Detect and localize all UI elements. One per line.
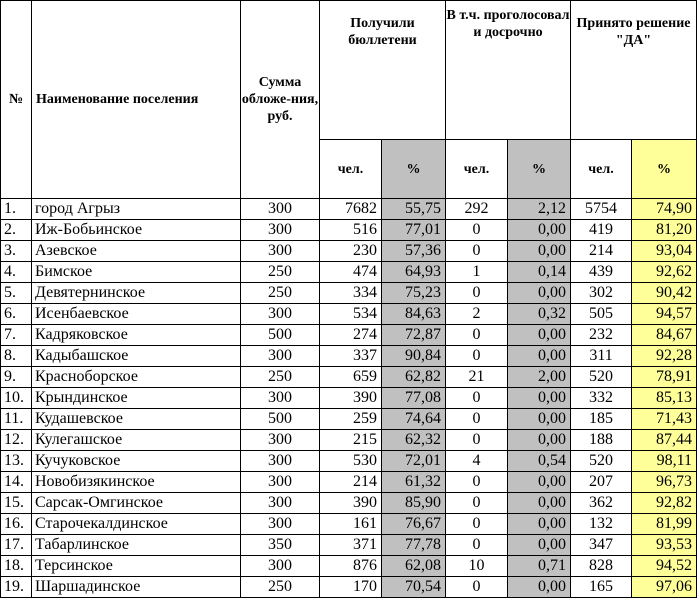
received-percent: 90,84 — [382, 346, 446, 367]
early-people: 0 — [446, 430, 508, 451]
settlement-name: Кучуковское — [32, 451, 241, 472]
tax-sum: 300 — [241, 493, 320, 514]
yes-people: 439 — [571, 262, 632, 283]
yes-people: 165 — [571, 577, 632, 598]
table-row — [1, 220, 697, 241]
received-percent: 70,54 — [382, 577, 446, 598]
row-number: 1. — [1, 199, 32, 220]
received-percent: 72,87 — [382, 325, 446, 346]
settlement-name: Шаршадинское — [32, 577, 241, 598]
table-row — [1, 577, 697, 598]
row-number: 16. — [1, 514, 32, 535]
early-people: 0 — [446, 409, 508, 430]
yes-percent: 93,53 — [632, 535, 697, 556]
yes-percent: 78,91 — [632, 367, 697, 388]
settlement-name: Сарсак-Омгинское — [32, 493, 241, 514]
received-percent: 85,90 — [382, 493, 446, 514]
row-number: 18. — [1, 556, 32, 577]
tax-sum: 300 — [241, 430, 320, 451]
received-people: 474 — [320, 262, 382, 283]
received-people: 274 — [320, 325, 382, 346]
received-people: 516 — [320, 220, 382, 241]
yes-percent: 98,11 — [632, 451, 697, 472]
received-percent: 62,32 — [382, 430, 446, 451]
yes-percent: 84,67 — [632, 325, 697, 346]
row-number: 19. — [1, 577, 32, 598]
settlement-name: Исенбаевское — [32, 304, 241, 325]
table-row — [1, 241, 697, 262]
early-percent: 0,00 — [508, 430, 571, 451]
settlement-name: Кадряковское — [32, 325, 241, 346]
early-percent: 0,00 — [508, 388, 571, 409]
received-percent: 76,67 — [382, 514, 446, 535]
tax-sum: 300 — [241, 472, 320, 493]
received-people: 259 — [320, 409, 382, 430]
yes-people: 419 — [571, 220, 632, 241]
header-received-ballots: Получили бюллетени — [320, 1, 446, 140]
early-percent: 0,71 — [508, 556, 571, 577]
early-people: 1 — [446, 262, 508, 283]
row-number: 7. — [1, 325, 32, 346]
early-percent: 0,14 — [508, 262, 571, 283]
received-people: 371 — [320, 535, 382, 556]
early-percent: 0,00 — [508, 220, 571, 241]
early-percent: 0,00 — [508, 472, 571, 493]
yes-people: 332 — [571, 388, 632, 409]
early-percent: 0,00 — [508, 346, 571, 367]
row-number: 15. — [1, 493, 32, 514]
row-number: 13. — [1, 451, 32, 472]
yes-percent: 97,06 — [632, 577, 697, 598]
received-people: 334 — [320, 283, 382, 304]
table-row — [1, 535, 697, 556]
early-people: 0 — [446, 577, 508, 598]
header-number: № — [1, 1, 32, 199]
received-people: 170 — [320, 577, 382, 598]
settlement-name: Кадыбашское — [32, 346, 241, 367]
settlement-name: Иж-Бобьинское — [32, 220, 241, 241]
settlement-name: Терсинское — [32, 556, 241, 577]
yes-percent: 94,52 — [632, 556, 697, 577]
received-percent: 72,01 — [382, 451, 446, 472]
received-percent: 55,75 — [382, 199, 446, 220]
settlement-name: Девятернинское — [32, 283, 241, 304]
yes-people: 5754 — [571, 199, 632, 220]
header-yes-people: чел. — [571, 140, 632, 199]
tax-sum: 250 — [241, 577, 320, 598]
early-people: 0 — [446, 493, 508, 514]
yes-percent: 81,99 — [632, 514, 697, 535]
yes-people: 185 — [571, 409, 632, 430]
early-people: 0 — [446, 346, 508, 367]
table-row — [1, 472, 697, 493]
row-number: 2. — [1, 220, 32, 241]
yes-people: 520 — [571, 451, 632, 472]
settlement-name: город Агрыз — [32, 199, 241, 220]
yes-percent: 92,82 — [632, 493, 697, 514]
settlement-name: Кулегашское — [32, 430, 241, 451]
received-people: 230 — [320, 241, 382, 262]
yes-people: 828 — [571, 556, 632, 577]
received-people: 530 — [320, 451, 382, 472]
early-percent: 0,32 — [508, 304, 571, 325]
early-percent: 2,00 — [508, 367, 571, 388]
tax-sum: 350 — [241, 535, 320, 556]
early-people: 0 — [446, 388, 508, 409]
early-percent: 0,00 — [508, 535, 571, 556]
received-people: 7682 — [320, 199, 382, 220]
tax-sum: 250 — [241, 283, 320, 304]
early-people: 0 — [446, 220, 508, 241]
tax-sum: 300 — [241, 556, 320, 577]
early-people: 0 — [446, 241, 508, 262]
yes-people: 362 — [571, 493, 632, 514]
tax-sum: 300 — [241, 241, 320, 262]
yes-percent: 92,62 — [632, 262, 697, 283]
yes-percent: 85,13 — [632, 388, 697, 409]
received-people: 390 — [320, 493, 382, 514]
header-settlement-name: Наименование поселения — [32, 1, 241, 199]
early-people: 21 — [446, 367, 508, 388]
table-row — [1, 451, 697, 472]
yes-percent: 94,57 — [632, 304, 697, 325]
yes-percent: 92,28 — [632, 346, 697, 367]
row-number: 14. — [1, 472, 32, 493]
tax-sum: 500 — [241, 409, 320, 430]
received-people: 337 — [320, 346, 382, 367]
header-received-percent: % — [382, 140, 446, 199]
early-percent: 0,00 — [508, 325, 571, 346]
received-percent: 57,36 — [382, 241, 446, 262]
yes-percent: 90,42 — [632, 283, 697, 304]
table-row — [1, 409, 697, 430]
table-row — [1, 262, 697, 283]
tax-sum: 250 — [241, 262, 320, 283]
early-people: 0 — [446, 472, 508, 493]
header-decision-yes: Принято решение "ДА" — [571, 1, 697, 140]
header-received-people: чел. — [320, 140, 382, 199]
settlement-name: Бимское — [32, 262, 241, 283]
received-people: 161 — [320, 514, 382, 535]
row-number: 9. — [1, 367, 32, 388]
early-people: 0 — [446, 283, 508, 304]
yes-percent: 74,90 — [632, 199, 697, 220]
received-percent: 74,64 — [382, 409, 446, 430]
table-row — [1, 556, 697, 577]
received-people: 390 — [320, 388, 382, 409]
row-number: 10. — [1, 388, 32, 409]
table-row — [1, 325, 697, 346]
row-number: 3. — [1, 241, 32, 262]
received-people: 534 — [320, 304, 382, 325]
tax-sum: 250 — [241, 367, 320, 388]
settlement-name: Азевское — [32, 241, 241, 262]
received-percent: 77,01 — [382, 220, 446, 241]
header-early-voted: В т.ч. проголосовал и досрочно — [446, 1, 571, 140]
row-number: 11. — [1, 409, 32, 430]
yes-people: 520 — [571, 367, 632, 388]
received-percent: 62,08 — [382, 556, 446, 577]
early-percent: 0,00 — [508, 514, 571, 535]
yes-people: 232 — [571, 325, 632, 346]
table-row — [1, 493, 697, 514]
yes-percent: 87,44 — [632, 430, 697, 451]
yes-percent: 81,20 — [632, 220, 697, 241]
tax-sum: 300 — [241, 220, 320, 241]
tax-sum: 300 — [241, 388, 320, 409]
row-number: 17. — [1, 535, 32, 556]
early-people: 4 — [446, 451, 508, 472]
yes-people: 188 — [571, 430, 632, 451]
row-number: 6. — [1, 304, 32, 325]
table-row — [1, 388, 697, 409]
yes-people: 347 — [571, 535, 632, 556]
table-row — [1, 304, 697, 325]
tax-sum: 300 — [241, 451, 320, 472]
early-percent: 0,54 — [508, 451, 571, 472]
yes-percent: 93,04 — [632, 241, 697, 262]
yes-people: 132 — [571, 514, 632, 535]
early-percent: 0,00 — [508, 577, 571, 598]
early-percent: 0,00 — [508, 409, 571, 430]
table-row — [1, 430, 697, 451]
received-percent: 61,32 — [382, 472, 446, 493]
tax-sum: 300 — [241, 514, 320, 535]
settlement-name: Табарлинское — [32, 535, 241, 556]
early-percent: 0,00 — [508, 283, 571, 304]
settlement-name: Кудашевское — [32, 409, 241, 430]
yes-people: 207 — [571, 472, 632, 493]
received-people: 214 — [320, 472, 382, 493]
received-percent: 77,78 — [382, 535, 446, 556]
header-yes-percent: % — [632, 140, 697, 199]
early-percent: 2,12 — [508, 199, 571, 220]
table-row — [1, 346, 697, 367]
settlement-name: Новобизякинское — [32, 472, 241, 493]
yes-people: 214 — [571, 241, 632, 262]
early-people: 292 — [446, 199, 508, 220]
tax-sum: 300 — [241, 346, 320, 367]
early-people: 0 — [446, 325, 508, 346]
settlement-name: Старочекалдинское — [32, 514, 241, 535]
tax-sum: 300 — [241, 304, 320, 325]
tax-sum: 300 — [241, 199, 320, 220]
tax-sum: 500 — [241, 325, 320, 346]
received-percent: 64,93 — [382, 262, 446, 283]
received-percent: 84,63 — [382, 304, 446, 325]
received-percent: 62,82 — [382, 367, 446, 388]
header-early-people: чел. — [446, 140, 508, 199]
yes-people: 302 — [571, 283, 632, 304]
yes-percent: 71,43 — [632, 409, 697, 430]
row-number: 8. — [1, 346, 32, 367]
yes-people: 505 — [571, 304, 632, 325]
early-people: 10 — [446, 556, 508, 577]
received-people: 659 — [320, 367, 382, 388]
row-number: 12. — [1, 430, 32, 451]
early-percent: 0,00 — [508, 241, 571, 262]
table-row — [1, 199, 697, 220]
early-people: 0 — [446, 535, 508, 556]
received-people: 876 — [320, 556, 382, 577]
yes-people: 311 — [571, 346, 632, 367]
yes-percent: 96,73 — [632, 472, 697, 493]
received-percent: 75,23 — [382, 283, 446, 304]
received-people: 215 — [320, 430, 382, 451]
settlement-name: Крындинское — [32, 388, 241, 409]
row-number: 4. — [1, 262, 32, 283]
header-tax-sum: Сумма обложе-ния, руб. — [241, 1, 320, 199]
row-number: 5. — [1, 283, 32, 304]
table-row — [1, 283, 697, 304]
early-people: 0 — [446, 514, 508, 535]
settlement-name: Красноборское — [32, 367, 241, 388]
table-row — [1, 514, 697, 535]
early-percent: 0,00 — [508, 493, 571, 514]
early-people: 2 — [446, 304, 508, 325]
received-percent: 77,08 — [382, 388, 446, 409]
table-row — [1, 367, 697, 388]
header-early-percent: % — [508, 140, 571, 199]
